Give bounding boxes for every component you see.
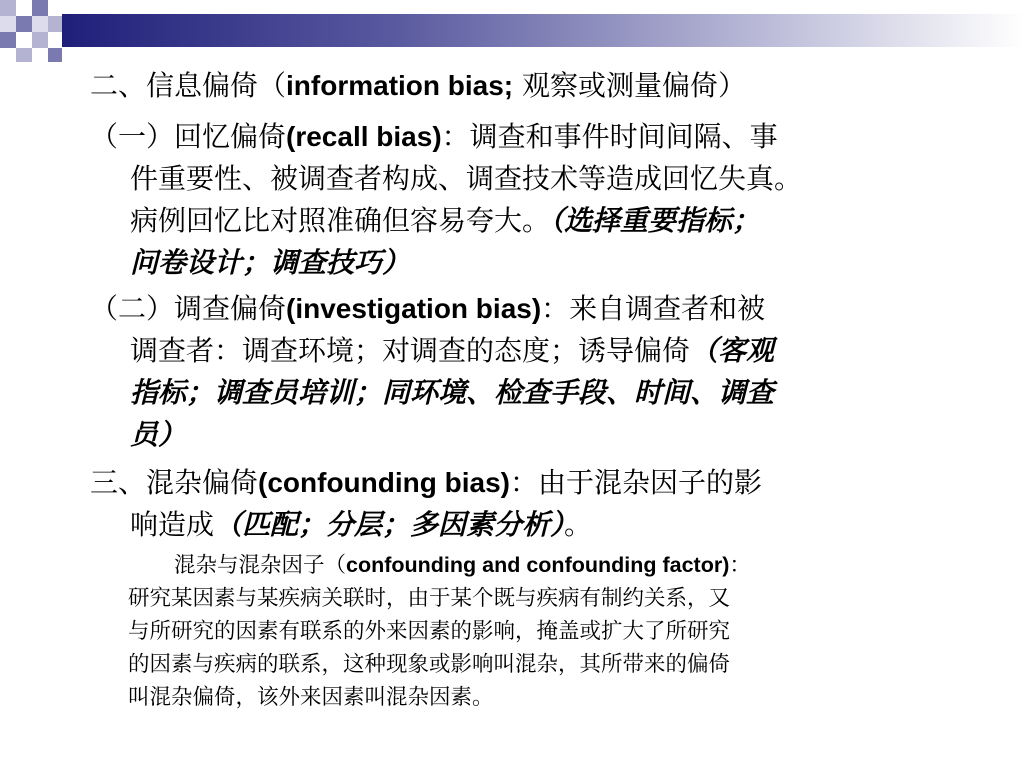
recall-line1-rest: ：调查和事件时间间隔、事 bbox=[441, 120, 778, 153]
confounding-bias-item bbox=[90, 462, 950, 546]
recall-bias-item bbox=[90, 116, 950, 284]
investigation-line2-note: （客观 bbox=[690, 334, 775, 367]
investigation-line2-text: 调查者：调查环境；对调查的态度；诱导偏倚 bbox=[130, 334, 691, 367]
confounding-line2-text: 响造成 bbox=[130, 508, 215, 541]
heading-information-bias bbox=[90, 66, 990, 106]
recall-line-4: 问卷设计；调查技巧） bbox=[130, 246, 411, 279]
investigation-line1-rest: ：来自调查者和被 bbox=[541, 292, 766, 325]
definition-en: confounding and confounding factor) bbox=[346, 553, 730, 577]
recall-en: (recall bias) bbox=[286, 121, 442, 152]
definition-line-4: 的因素与疾病的联系，这种现象或影响叫混杂，其所带来的偏倚 bbox=[128, 652, 731, 677]
definition-line-2: 研究某因素与某疾病关联时，由于某个既与疾病有制约关系，又 bbox=[128, 586, 731, 611]
recall-line3-note: （选择重要指标； bbox=[550, 204, 761, 237]
confounding-line-2 bbox=[90, 504, 950, 546]
investigation-bias-item bbox=[90, 288, 950, 456]
investigation-line-4: 员） bbox=[130, 418, 187, 451]
heading-info-en: information bias; bbox=[286, 70, 514, 101]
confounding-line2-note: （匹配；分层；多因素分析） bbox=[214, 508, 565, 541]
investigation-line-3: 指标；调查员培训；同环境、检查手段、时间、调查 bbox=[130, 376, 775, 409]
investigation-line-2 bbox=[90, 330, 950, 372]
confounding-line2-end: 。 bbox=[564, 508, 593, 541]
confounding-definition bbox=[128, 549, 948, 714]
recall-prefix: （一）回忆偏倚 bbox=[90, 120, 287, 153]
confounding-line1-rest: ：由于混杂因子的影 bbox=[509, 466, 762, 499]
recall-line-2: 件重要性、被调查者构成、调查技术等造成回忆失真。 bbox=[130, 162, 803, 195]
confounding-prefix: 三、混杂偏倚 bbox=[90, 466, 259, 499]
recall-line3-text: 病例回忆比对照准确但容易夸大。 bbox=[130, 204, 551, 237]
definition-line-3: 与所研究的因素有联系的外来因素的影响，掩盖或扩大了所研究 bbox=[128, 619, 731, 644]
confounding-line-1 bbox=[90, 462, 950, 504]
investigation-line-1 bbox=[90, 288, 950, 330]
definition-line-1 bbox=[128, 549, 948, 582]
heading-info-suffix: 观察或测量偏倚） bbox=[513, 69, 747, 102]
definition-prefix: 混杂与混杂因子（ bbox=[174, 553, 347, 578]
heading-info-prefix: 二、信息偏倚（ bbox=[90, 69, 287, 102]
definition-line-5: 叫混杂偏倚，该外来因素叫混杂因素。 bbox=[128, 685, 494, 710]
investigation-en: (investigation bias) bbox=[286, 293, 542, 324]
confounding-en: (confounding bias) bbox=[258, 467, 510, 498]
recall-line-3 bbox=[90, 200, 950, 242]
definition-colon: ： bbox=[729, 553, 751, 578]
investigation-prefix: （二）调查偏倚 bbox=[90, 292, 287, 325]
recall-line-1 bbox=[90, 116, 950, 158]
